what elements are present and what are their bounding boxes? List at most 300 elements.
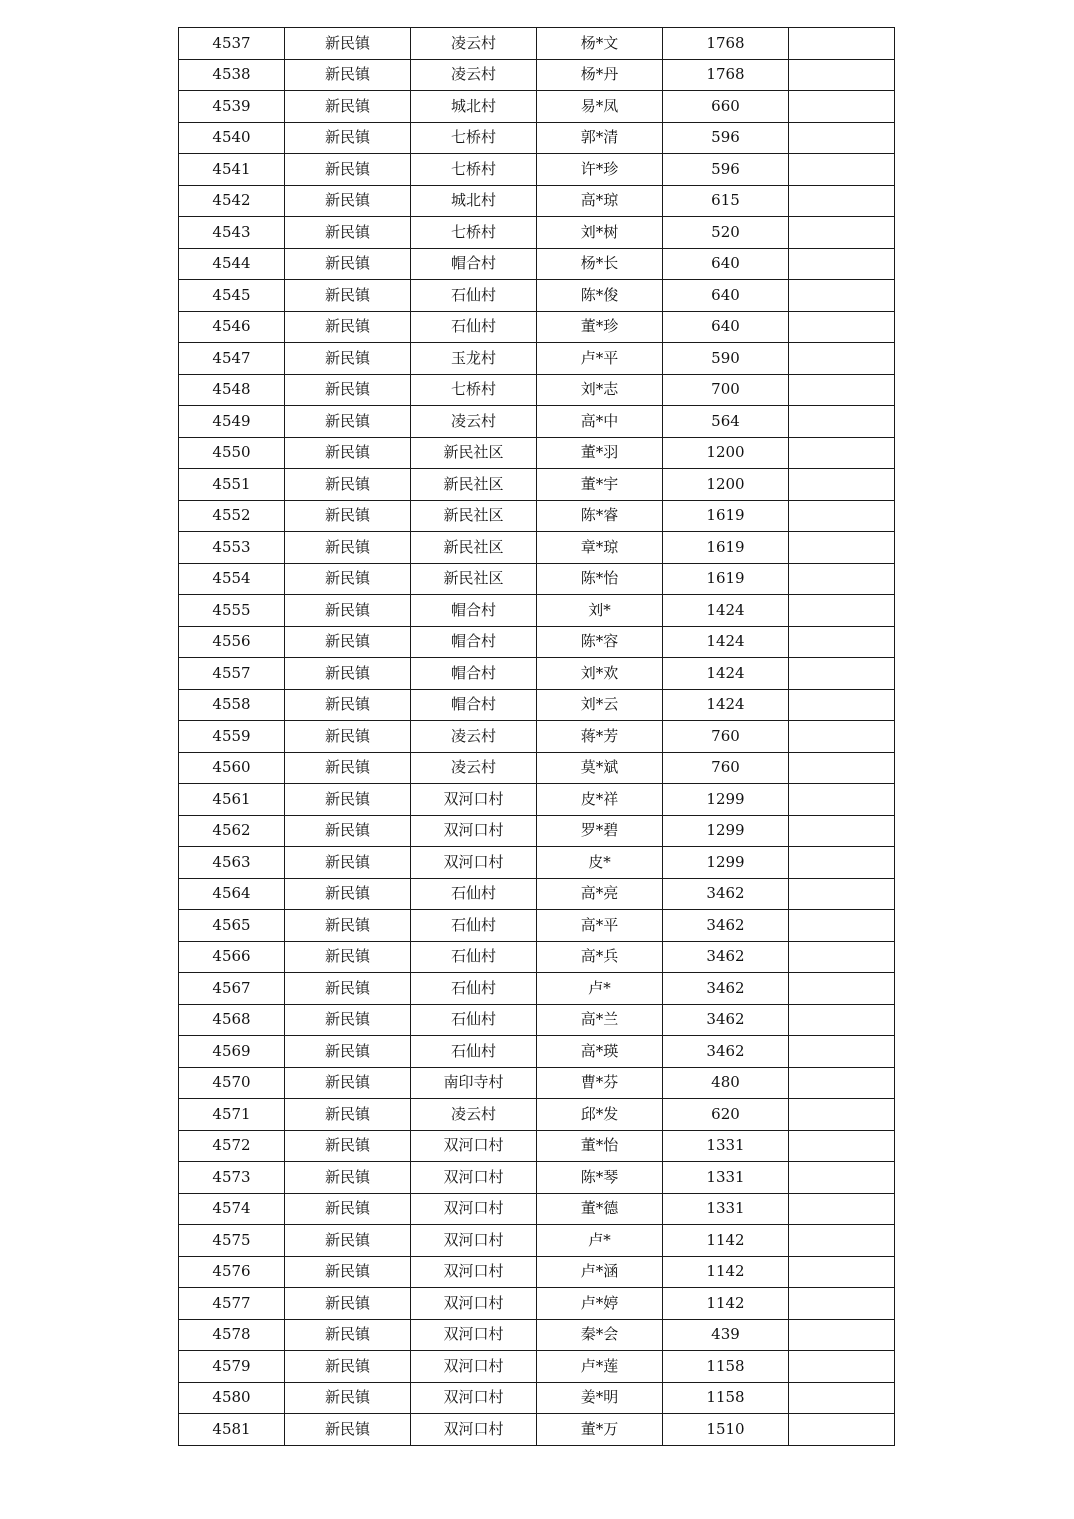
cell-name: 卢* <box>537 1225 663 1257</box>
cell-village: 凌云村 <box>411 406 537 438</box>
cell-name: 董*羽 <box>537 437 663 469</box>
cell-serial-number: 4550 <box>179 437 285 469</box>
cell-serial-number: 4555 <box>179 595 285 627</box>
cell-name: 高*亮 <box>537 878 663 910</box>
cell-town: 新民镇 <box>285 28 411 60</box>
cell-village: 新民社区 <box>411 437 537 469</box>
cell-serial-number: 4553 <box>179 532 285 564</box>
cell-note <box>789 658 895 690</box>
cell-serial-number: 4581 <box>179 1414 285 1446</box>
table-row <box>179 469 895 501</box>
cell-serial-number: 4578 <box>179 1319 285 1351</box>
cell-note <box>789 626 895 658</box>
cell-village: 七桥村 <box>411 122 537 154</box>
cell-village: 帽合村 <box>411 248 537 280</box>
cell-note <box>789 28 895 60</box>
cell-village: 石仙村 <box>411 311 537 343</box>
cell-town: 新民镇 <box>285 752 411 784</box>
table-row <box>179 437 895 469</box>
cell-note <box>789 910 895 942</box>
cell-serial-number: 4577 <box>179 1288 285 1320</box>
table-row <box>179 815 895 847</box>
cell-amount: 1619 <box>663 532 789 564</box>
cell-name: 蒋*芳 <box>537 721 663 753</box>
table-row <box>179 973 895 1005</box>
cell-name: 高*瑛 <box>537 1036 663 1068</box>
cell-village: 双河口村 <box>411 815 537 847</box>
cell-name: 秦*会 <box>537 1319 663 1351</box>
cell-name: 陈*怡 <box>537 563 663 595</box>
cell-amount: 640 <box>663 248 789 280</box>
cell-amount: 3462 <box>663 1004 789 1036</box>
cell-village: 帽合村 <box>411 595 537 627</box>
cell-village: 双河口村 <box>411 784 537 816</box>
cell-name: 高*兵 <box>537 941 663 973</box>
cell-town: 新民镇 <box>285 1193 411 1225</box>
cell-village: 双河口村 <box>411 1288 537 1320</box>
cell-amount: 3462 <box>663 973 789 1005</box>
cell-serial-number: 4540 <box>179 122 285 154</box>
cell-village: 双河口村 <box>411 1162 537 1194</box>
cell-serial-number: 4559 <box>179 721 285 753</box>
cell-village: 双河口村 <box>411 1382 537 1414</box>
cell-amount: 1331 <box>663 1193 789 1225</box>
cell-amount: 439 <box>663 1319 789 1351</box>
cell-serial-number: 4571 <box>179 1099 285 1131</box>
cell-town: 新民镇 <box>285 973 411 1005</box>
cell-name: 陈*俊 <box>537 280 663 312</box>
cell-note <box>789 185 895 217</box>
table-row <box>179 1414 895 1446</box>
cell-village: 凌云村 <box>411 59 537 91</box>
cell-amount: 1158 <box>663 1382 789 1414</box>
cell-serial-number: 4558 <box>179 689 285 721</box>
cell-name: 易*凤 <box>537 91 663 123</box>
cell-serial-number: 4567 <box>179 973 285 1005</box>
cell-village: 凌云村 <box>411 721 537 753</box>
cell-town: 新民镇 <box>285 815 411 847</box>
cell-village: 双河口村 <box>411 1225 537 1257</box>
cell-town: 新民镇 <box>285 626 411 658</box>
table-row <box>179 185 895 217</box>
table-row <box>179 941 895 973</box>
cell-amount: 590 <box>663 343 789 375</box>
table-row <box>179 1288 895 1320</box>
cell-note <box>789 532 895 564</box>
cell-town: 新民镇 <box>285 1162 411 1194</box>
cell-village: 城北村 <box>411 185 537 217</box>
cell-note <box>789 406 895 438</box>
cell-note <box>789 280 895 312</box>
cell-amount: 1142 <box>663 1225 789 1257</box>
table-row <box>179 406 895 438</box>
table-row <box>179 1319 895 1351</box>
cell-village: 新民社区 <box>411 469 537 501</box>
table-row <box>179 59 895 91</box>
cell-town: 新民镇 <box>285 469 411 501</box>
cell-village: 凌云村 <box>411 752 537 784</box>
cell-village: 双河口村 <box>411 1256 537 1288</box>
table-row <box>179 1036 895 1068</box>
cell-note <box>789 437 895 469</box>
cell-name: 章*琼 <box>537 532 663 564</box>
cell-serial-number: 4579 <box>179 1351 285 1383</box>
cell-town: 新民镇 <box>285 595 411 627</box>
table-row <box>179 1004 895 1036</box>
cell-amount: 1142 <box>663 1256 789 1288</box>
cell-note <box>789 1288 895 1320</box>
cell-amount: 480 <box>663 1067 789 1099</box>
cell-note <box>789 1225 895 1257</box>
cell-village: 石仙村 <box>411 1036 537 1068</box>
cell-name: 高*兰 <box>537 1004 663 1036</box>
cell-amount: 1619 <box>663 500 789 532</box>
cell-note <box>789 91 895 123</box>
table-row <box>179 752 895 784</box>
cell-note <box>789 1099 895 1131</box>
cell-note <box>789 469 895 501</box>
table-row <box>179 91 895 123</box>
cell-name: 高*中 <box>537 406 663 438</box>
cell-note <box>789 815 895 847</box>
cell-amount: 1424 <box>663 658 789 690</box>
cell-serial-number: 4560 <box>179 752 285 784</box>
cell-amount: 1200 <box>663 437 789 469</box>
cell-amount: 660 <box>663 91 789 123</box>
cell-town: 新民镇 <box>285 1382 411 1414</box>
cell-amount: 520 <box>663 217 789 249</box>
cell-town: 新民镇 <box>285 563 411 595</box>
cell-note <box>789 1319 895 1351</box>
table-row <box>179 689 895 721</box>
cell-village: 帽合村 <box>411 658 537 690</box>
cell-village: 双河口村 <box>411 1319 537 1351</box>
cell-serial-number: 4547 <box>179 343 285 375</box>
cell-name: 陈*琴 <box>537 1162 663 1194</box>
cell-town: 新民镇 <box>285 1256 411 1288</box>
cell-note <box>789 217 895 249</box>
cell-serial-number: 4539 <box>179 91 285 123</box>
cell-serial-number: 4569 <box>179 1036 285 1068</box>
cell-town: 新民镇 <box>285 1351 411 1383</box>
cell-note <box>789 343 895 375</box>
cell-village: 城北村 <box>411 91 537 123</box>
cell-amount: 1768 <box>663 59 789 91</box>
cell-amount: 596 <box>663 154 789 186</box>
table-row <box>179 217 895 249</box>
cell-amount: 640 <box>663 311 789 343</box>
cell-town: 新民镇 <box>285 1130 411 1162</box>
cell-serial-number: 4573 <box>179 1162 285 1194</box>
cell-name: 卢*婷 <box>537 1288 663 1320</box>
cell-amount: 1299 <box>663 784 789 816</box>
cell-amount: 3462 <box>663 1036 789 1068</box>
cell-name: 刘*树 <box>537 217 663 249</box>
cell-serial-number: 4556 <box>179 626 285 658</box>
cell-name: 卢*莲 <box>537 1351 663 1383</box>
table-row <box>179 154 895 186</box>
cell-amount: 1200 <box>663 469 789 501</box>
cell-name: 陈*睿 <box>537 500 663 532</box>
cell-serial-number: 4537 <box>179 28 285 60</box>
cell-serial-number: 4576 <box>179 1256 285 1288</box>
cell-serial-number: 4572 <box>179 1130 285 1162</box>
cell-serial-number: 4562 <box>179 815 285 847</box>
cell-town: 新民镇 <box>285 185 411 217</box>
cell-serial-number: 4561 <box>179 784 285 816</box>
cell-name: 许*珍 <box>537 154 663 186</box>
cell-serial-number: 4543 <box>179 217 285 249</box>
table-row <box>179 1256 895 1288</box>
cell-town: 新民镇 <box>285 1004 411 1036</box>
cell-town: 新民镇 <box>285 374 411 406</box>
cell-town: 新民镇 <box>285 1099 411 1131</box>
cell-serial-number: 4538 <box>179 59 285 91</box>
cell-village: 双河口村 <box>411 1351 537 1383</box>
cell-village: 帽合村 <box>411 689 537 721</box>
table-row <box>179 374 895 406</box>
cell-village: 双河口村 <box>411 1130 537 1162</box>
cell-serial-number: 4574 <box>179 1193 285 1225</box>
table-row <box>179 122 895 154</box>
cell-amount: 620 <box>663 1099 789 1131</box>
table-row <box>179 595 895 627</box>
table-row <box>179 1382 895 1414</box>
cell-town: 新民镇 <box>285 1288 411 1320</box>
cell-village: 七桥村 <box>411 154 537 186</box>
cell-name: 董*珍 <box>537 311 663 343</box>
cell-town: 新民镇 <box>285 689 411 721</box>
cell-name: 杨*丹 <box>537 59 663 91</box>
cell-name: 卢* <box>537 973 663 1005</box>
cell-amount: 760 <box>663 721 789 753</box>
cell-note <box>789 752 895 784</box>
cell-amount: 640 <box>663 280 789 312</box>
cell-village: 七桥村 <box>411 217 537 249</box>
cell-note <box>789 689 895 721</box>
cell-serial-number: 4580 <box>179 1382 285 1414</box>
cell-note <box>789 973 895 1005</box>
cell-amount: 1424 <box>663 689 789 721</box>
cell-town: 新民镇 <box>285 248 411 280</box>
cell-town: 新民镇 <box>285 500 411 532</box>
table-row <box>179 721 895 753</box>
cell-note <box>789 1036 895 1068</box>
cell-amount: 1619 <box>663 563 789 595</box>
cell-town: 新民镇 <box>285 1414 411 1446</box>
cell-village: 双河口村 <box>411 1193 537 1225</box>
cell-town: 新民镇 <box>285 1067 411 1099</box>
cell-name: 卢*涵 <box>537 1256 663 1288</box>
cell-note <box>789 878 895 910</box>
cell-note <box>789 1351 895 1383</box>
cell-name: 董*怡 <box>537 1130 663 1162</box>
cell-village: 石仙村 <box>411 973 537 1005</box>
table-row <box>179 28 895 60</box>
cell-serial-number: 4542 <box>179 185 285 217</box>
cell-name: 董*德 <box>537 1193 663 1225</box>
table-row <box>179 280 895 312</box>
cell-name: 皮*祥 <box>537 784 663 816</box>
cell-note <box>789 1193 895 1225</box>
data-table <box>178 27 895 1446</box>
table-row <box>179 248 895 280</box>
cell-village: 玉龙村 <box>411 343 537 375</box>
cell-town: 新民镇 <box>285 154 411 186</box>
cell-note <box>789 847 895 879</box>
cell-town: 新民镇 <box>285 59 411 91</box>
cell-serial-number: 4551 <box>179 469 285 501</box>
cell-name: 高*琼 <box>537 185 663 217</box>
table-row <box>179 1225 895 1257</box>
cell-name: 莫*斌 <box>537 752 663 784</box>
table-row <box>179 532 895 564</box>
table-row <box>179 1099 895 1131</box>
cell-amount: 1158 <box>663 1351 789 1383</box>
cell-amount: 760 <box>663 752 789 784</box>
cell-note <box>789 1162 895 1194</box>
cell-name: 刘*欢 <box>537 658 663 690</box>
cell-village: 双河口村 <box>411 847 537 879</box>
cell-village: 新民社区 <box>411 532 537 564</box>
cell-note <box>789 721 895 753</box>
cell-town: 新民镇 <box>285 721 411 753</box>
cell-serial-number: 4554 <box>179 563 285 595</box>
table-body <box>179 28 895 1446</box>
cell-note <box>789 784 895 816</box>
table-row <box>179 500 895 532</box>
cell-name: 杨*长 <box>537 248 663 280</box>
cell-name: 郭*清 <box>537 122 663 154</box>
table-row <box>179 1351 895 1383</box>
table-row <box>179 784 895 816</box>
cell-town: 新民镇 <box>285 1036 411 1068</box>
cell-town: 新民镇 <box>285 91 411 123</box>
cell-serial-number: 4548 <box>179 374 285 406</box>
table-row <box>179 1193 895 1225</box>
cell-name: 邱*发 <box>537 1099 663 1131</box>
cell-serial-number: 4544 <box>179 248 285 280</box>
cell-amount: 3462 <box>663 878 789 910</box>
cell-village: 凌云村 <box>411 1099 537 1131</box>
cell-note <box>789 500 895 532</box>
cell-town: 新民镇 <box>285 910 411 942</box>
cell-town: 新民镇 <box>285 878 411 910</box>
cell-serial-number: 4568 <box>179 1004 285 1036</box>
table-row <box>179 878 895 910</box>
cell-note <box>789 595 895 627</box>
cell-note <box>789 154 895 186</box>
cell-name: 罗*碧 <box>537 815 663 847</box>
cell-amount: 596 <box>663 122 789 154</box>
cell-serial-number: 4575 <box>179 1225 285 1257</box>
table-row <box>179 910 895 942</box>
cell-amount: 1299 <box>663 847 789 879</box>
cell-town: 新民镇 <box>285 784 411 816</box>
cell-name: 卢*平 <box>537 343 663 375</box>
cell-village: 石仙村 <box>411 941 537 973</box>
cell-village: 凌云村 <box>411 28 537 60</box>
table-row <box>179 626 895 658</box>
cell-name: 刘*云 <box>537 689 663 721</box>
cell-note <box>789 941 895 973</box>
cell-town: 新民镇 <box>285 343 411 375</box>
cell-name: 皮* <box>537 847 663 879</box>
cell-amount: 700 <box>663 374 789 406</box>
cell-amount: 615 <box>663 185 789 217</box>
cell-note <box>789 311 895 343</box>
cell-town: 新民镇 <box>285 1225 411 1257</box>
cell-town: 新民镇 <box>285 311 411 343</box>
table-row <box>179 343 895 375</box>
cell-note <box>789 59 895 91</box>
cell-amount: 1142 <box>663 1288 789 1320</box>
cell-note <box>789 1130 895 1162</box>
cell-name: 曹*芬 <box>537 1067 663 1099</box>
cell-serial-number: 4563 <box>179 847 285 879</box>
cell-town: 新民镇 <box>285 658 411 690</box>
cell-village: 七桥村 <box>411 374 537 406</box>
cell-town: 新民镇 <box>285 532 411 564</box>
cell-serial-number: 4557 <box>179 658 285 690</box>
cell-name: 刘* <box>537 595 663 627</box>
cell-village: 石仙村 <box>411 878 537 910</box>
cell-amount: 1768 <box>663 28 789 60</box>
table-row <box>179 1130 895 1162</box>
cell-town: 新民镇 <box>285 122 411 154</box>
cell-serial-number: 4541 <box>179 154 285 186</box>
table-row <box>179 1067 895 1099</box>
cell-serial-number: 4545 <box>179 280 285 312</box>
cell-serial-number: 4546 <box>179 311 285 343</box>
cell-town: 新民镇 <box>285 280 411 312</box>
cell-village: 双河口村 <box>411 1414 537 1446</box>
cell-name: 陈*容 <box>537 626 663 658</box>
cell-note <box>789 374 895 406</box>
cell-amount: 1331 <box>663 1130 789 1162</box>
cell-name: 刘*志 <box>537 374 663 406</box>
cell-town: 新民镇 <box>285 437 411 469</box>
table-row <box>179 563 895 595</box>
cell-serial-number: 4564 <box>179 878 285 910</box>
cell-note <box>789 122 895 154</box>
cell-name: 杨*文 <box>537 28 663 60</box>
cell-note <box>789 563 895 595</box>
cell-serial-number: 4552 <box>179 500 285 532</box>
cell-village: 石仙村 <box>411 1004 537 1036</box>
cell-village: 帽合村 <box>411 626 537 658</box>
cell-amount: 1299 <box>663 815 789 847</box>
cell-amount: 1331 <box>663 1162 789 1194</box>
cell-amount: 3462 <box>663 941 789 973</box>
cell-serial-number: 4570 <box>179 1067 285 1099</box>
cell-note <box>789 1414 895 1446</box>
table-row <box>179 847 895 879</box>
cell-village: 新民社区 <box>411 563 537 595</box>
cell-serial-number: 4566 <box>179 941 285 973</box>
cell-village: 新民社区 <box>411 500 537 532</box>
cell-town: 新民镇 <box>285 941 411 973</box>
table-row <box>179 1162 895 1194</box>
cell-name: 董*万 <box>537 1414 663 1446</box>
cell-serial-number: 4549 <box>179 406 285 438</box>
cell-amount: 1424 <box>663 626 789 658</box>
cell-town: 新民镇 <box>285 217 411 249</box>
cell-note <box>789 1382 895 1414</box>
cell-amount: 1424 <box>663 595 789 627</box>
cell-note <box>789 1256 895 1288</box>
cell-amount: 1510 <box>663 1414 789 1446</box>
